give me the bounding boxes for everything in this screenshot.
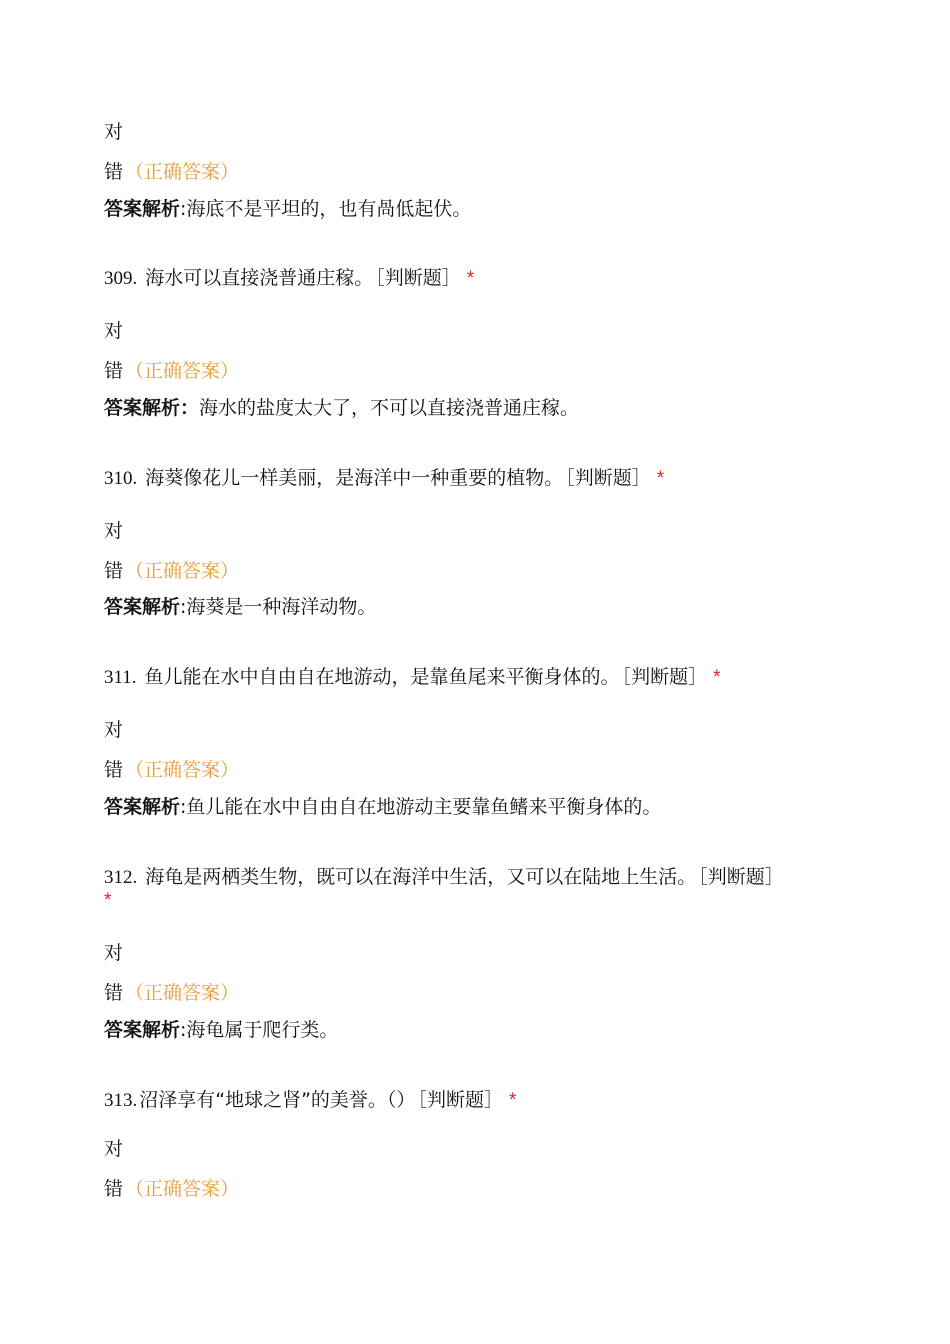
question-type-tag: ［判断题］ — [565, 467, 651, 489]
q313-option-true[interactable] — [104, 1137, 123, 1161]
explanation-label: 答案解析 — [104, 1019, 181, 1041]
question-number: 309. — [104, 268, 138, 289]
correct-answer-mark: （正确答案） — [125, 982, 240, 1004]
q312-option-false[interactable] — [104, 981, 239, 1005]
required-asterisk: * — [104, 890, 112, 911]
option-label: 对 — [104, 520, 124, 542]
required-asterisk: * — [656, 468, 665, 489]
question-number: 311. — [104, 667, 137, 688]
explanation-label: 答案解析 — [104, 796, 181, 818]
q309-option-true[interactable] — [104, 319, 123, 343]
required-asterisk: * — [508, 1090, 517, 1111]
correct-answer-mark: （正确答案） — [125, 1178, 240, 1200]
option-label: 错 — [104, 982, 124, 1004]
explanation-text: 海水的盐度太大了，不可以直接浇普通庄稼。 — [199, 397, 580, 419]
question-text: 鱼儿能在水中自由自在地游动，是靠鱼尾来平衡身体的。 — [144, 666, 620, 688]
question-number: 310. — [104, 468, 138, 489]
question-text: 沼泽享有“地球之肾”的美誉。（） — [139, 1089, 416, 1111]
option-label: 对 — [104, 121, 124, 143]
option-label: 错 — [104, 759, 124, 781]
explanation-separator: : — [180, 198, 187, 220]
option-label: 错 — [104, 1178, 124, 1200]
option-label: 错 — [104, 560, 124, 582]
question-text: 海水可以直接浇普通庄稼。 — [145, 267, 374, 289]
explanation-text: 海葵是一种海洋动物。 — [186, 596, 377, 618]
explanation-separator: : — [180, 1019, 187, 1041]
question-type-tag: ［判断题］ — [621, 666, 708, 688]
q309-option-false[interactable] — [104, 359, 239, 383]
q311-explanation — [104, 795, 661, 819]
explanation-separator: : — [180, 796, 187, 818]
option-label: 对 — [104, 320, 124, 342]
option-label: 错 — [104, 360, 124, 382]
option-label: 对 — [104, 942, 124, 964]
correct-answer-mark: （正确答案） — [125, 759, 240, 781]
q310-option-true[interactable] — [104, 519, 123, 543]
explanation-separator: : — [180, 596, 187, 618]
q310-option-false[interactable] — [104, 559, 239, 583]
question-text: 海龟是两栖类生物，既可以在海洋中生活，又可以在陆地上生活。 — [145, 866, 697, 888]
question-312-title — [104, 866, 844, 912]
question-type-tag: ［判断题］ — [698, 866, 784, 888]
correct-answer-mark: （正确答案） — [125, 560, 240, 582]
prev-explanation — [104, 197, 471, 221]
question-309-title — [104, 267, 844, 290]
prev-option-false[interactable] — [104, 160, 239, 184]
q309-explanation — [104, 396, 579, 420]
explanation-text: 鱼儿能在水中自由自在地游动主要靠鱼鳍来平衡身体的。 — [186, 796, 662, 818]
question-311-title — [104, 666, 844, 689]
question-number: 312. — [104, 867, 138, 888]
question-type-tag: ［判断题］ — [417, 1089, 503, 1111]
correct-answer-mark: （正确答案） — [125, 161, 240, 183]
explanation-separator: ： — [180, 397, 200, 419]
explanation-label: 答案解析 — [104, 397, 181, 419]
explanation-label: 答案解析 — [104, 596, 181, 618]
question-text: 海葵像花儿一样美丽，是海洋中一种重要的植物。 — [145, 467, 564, 489]
question-313-title — [104, 1089, 844, 1112]
option-label: 对 — [104, 719, 124, 741]
option-label: 错 — [104, 161, 124, 183]
q310-explanation — [104, 595, 376, 619]
required-asterisk: * — [466, 268, 475, 289]
option-label: 对 — [104, 1138, 124, 1160]
correct-answer-mark: （正确答案） — [125, 360, 240, 382]
q312-option-true[interactable] — [104, 941, 123, 965]
question-type-tag: ［判断题］ — [375, 267, 461, 289]
q311-option-false[interactable] — [104, 758, 239, 782]
question-310-title — [104, 467, 844, 490]
explanation-text: 海龟属于爬行类。 — [186, 1019, 339, 1041]
q313-option-false[interactable] — [104, 1177, 239, 1201]
required-asterisk: * — [713, 667, 721, 688]
explanation-label: 答案解析 — [104, 198, 181, 220]
q312-explanation — [104, 1018, 338, 1042]
explanation-text: 海底不是平坦的，也有咼低起伏。 — [186, 198, 472, 220]
question-number: 313. — [104, 1090, 138, 1111]
q311-option-true[interactable] — [104, 718, 123, 742]
prev-option-true[interactable] — [104, 120, 123, 144]
